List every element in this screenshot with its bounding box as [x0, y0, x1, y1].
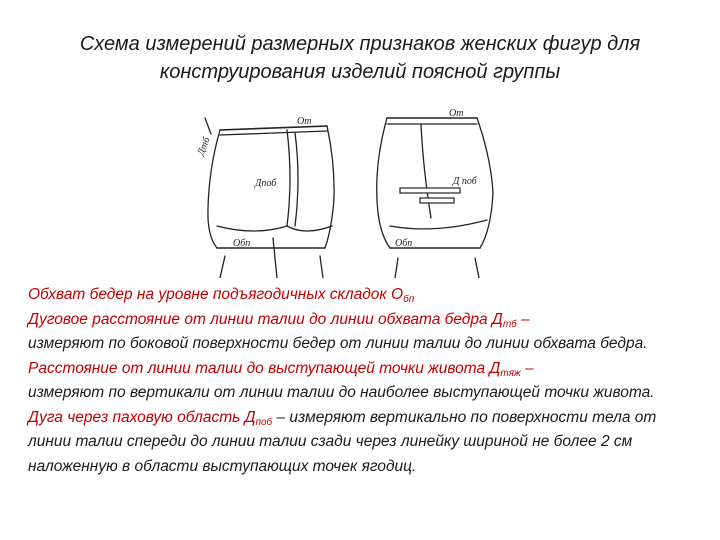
desc-groin-arc: Дуга через паховую область $Д_{поб}$ – измеряют вертикально по поверхности тела от линии талии спереди до линии талии сзади через линейку шириной не более 2 см наложенную в области выступающих точек ягодиц. — [28, 408, 657, 475]
left-label-side-arc: Дтб — [195, 135, 213, 158]
right-figure-legs — [395, 258, 479, 278]
desc-belly-distance: Расстояние от линии талии до выступающей точки живота $Д_{тяж}$ – — [28, 359, 534, 379]
left-label-waist: От — [297, 116, 312, 127]
left-figure-waistband — [220, 131, 327, 135]
right-label-waist: От — [449, 108, 464, 119]
left-figure-left-contour — [208, 130, 220, 248]
right-figure-ruler-2 — [420, 198, 454, 203]
slide-title — [40, 30, 680, 86]
desc-waist-hip-arc: Дуговое расстояние от линии талии до линии обхвата бедра $Д_{тб}$ – — [28, 310, 530, 330]
title-line-2: конструирования изделий поясной группы — [159, 61, 561, 83]
measurement-diagram — [195, 108, 505, 278]
desc-belly-distance-method: измеряют по вертикали от линии талии до наиболее выступающей точки живота. — [28, 384, 655, 401]
left-figure-groin-arc — [295, 133, 298, 226]
figures-svg — [195, 108, 505, 278]
left-figure-gluteal-line — [217, 226, 332, 231]
right-figure-side-seam — [421, 124, 431, 218]
right-figure-front-contour — [377, 118, 390, 248]
right-label-groin-arc: Д поб — [453, 176, 477, 187]
title-line-1: Схема измерений размерных признаков женских фигур для — [79, 33, 641, 55]
desc-waist-hip-arc-method: измеряют по боковой поверхности бедер от линии талии до линии обхвата бедра. — [28, 335, 648, 352]
left-figure — [205, 118, 334, 278]
desc-hip-girth: Обхват бедер на уровне подъягодичных складок $О_{бп}$ — [28, 286, 415, 305]
left-figure-center-seam — [287, 130, 290, 226]
left-label-groin-arc: Дпоб — [255, 178, 277, 189]
measurement-descriptions — [28, 283, 700, 479]
left-label-hip: Обп — [233, 238, 251, 249]
right-figure-gluteal-line — [390, 220, 487, 229]
right-label-hip: Обп — [395, 238, 413, 249]
left-figure-right-contour — [325, 126, 334, 248]
right-figure-ruler — [400, 188, 460, 193]
left-figure-side-arc — [205, 118, 211, 134]
right-figure-back-contour — [477, 118, 493, 248]
